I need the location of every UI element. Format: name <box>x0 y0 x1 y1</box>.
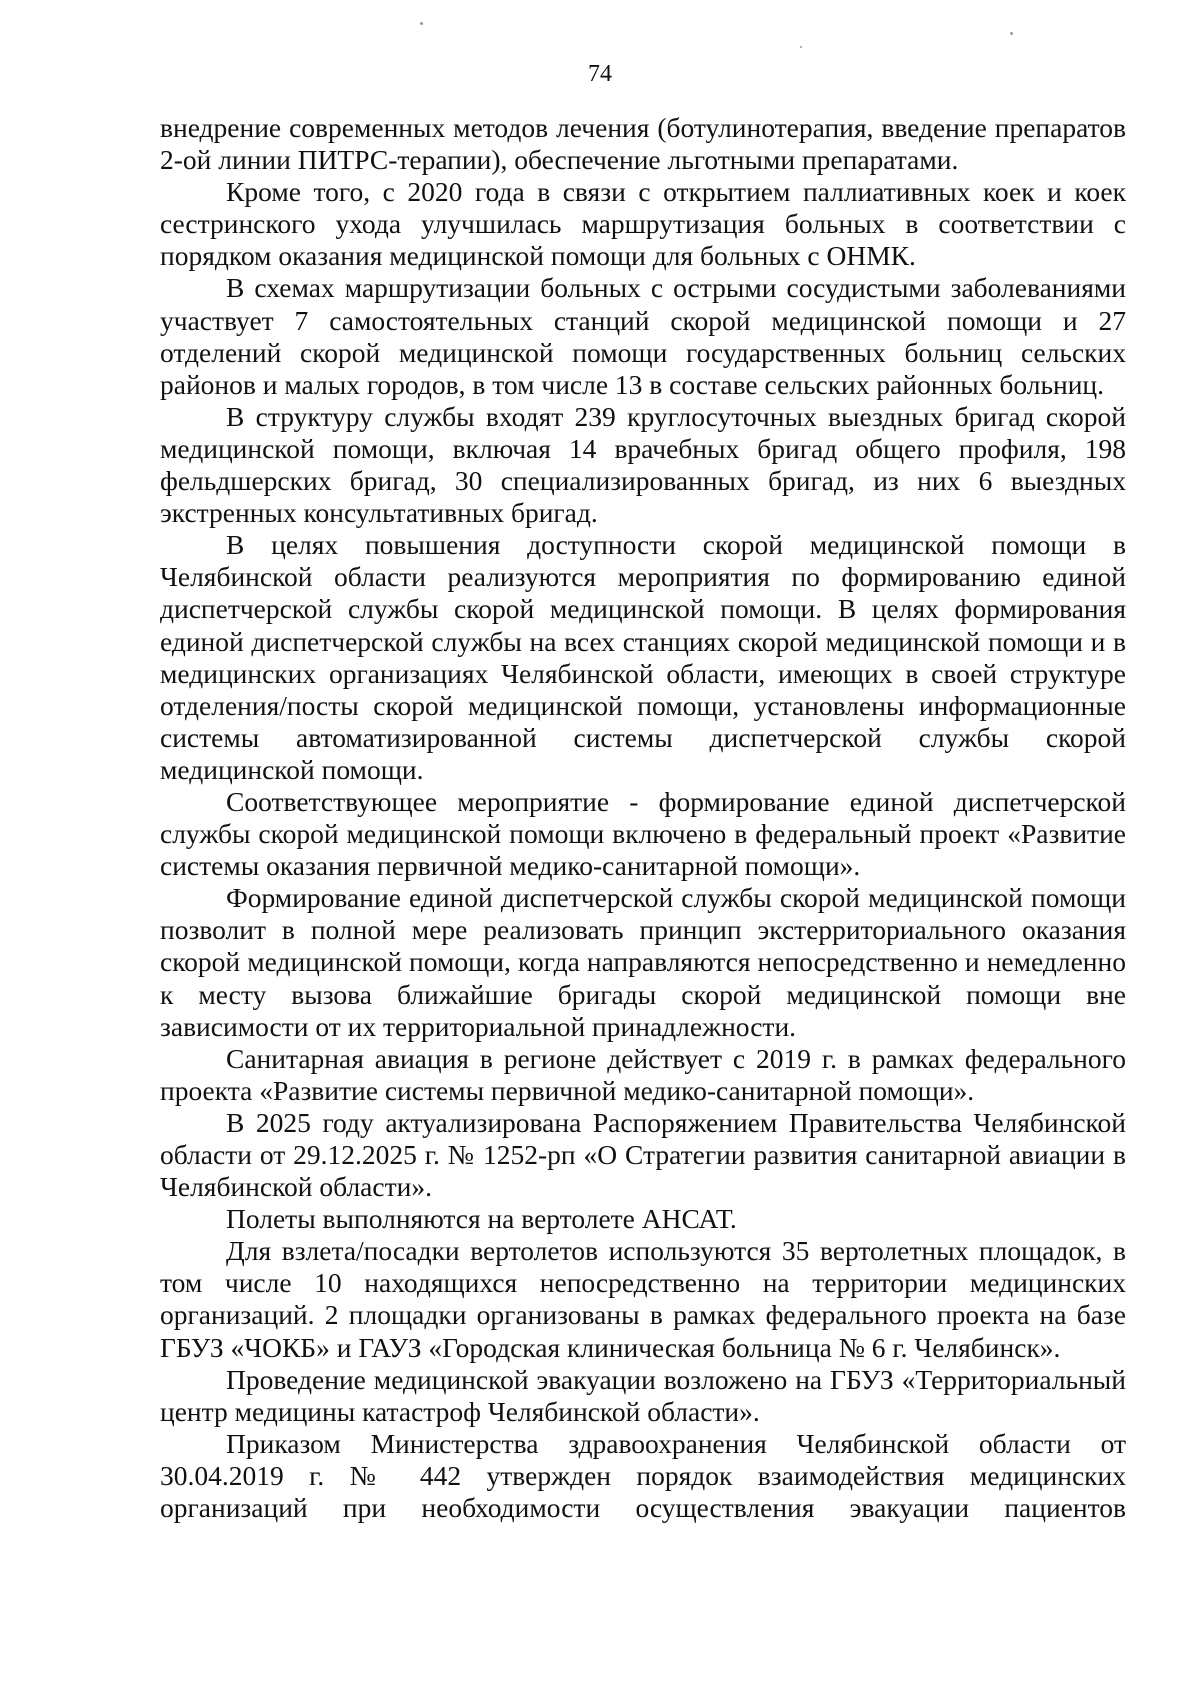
scan-speck <box>1010 32 1013 35</box>
scan-speck <box>420 22 423 25</box>
paragraph: Кроме того, с 2020 года в связи с открытием паллиативных коек и коек сестринского ухода улучшилась маршрутизация больных в соответствии с порядком оказания медицинской помощи для больных с ОНМК. <box>160 176 1126 272</box>
paragraph: Формирование единой диспетчерской службы скорой медицинской помощи позволит в полной мере реализовать принцип экстерриториального оказания скорой медицинской помощи, когда направляются непосредственно и немедленно к месту вызова ближайшие бригады скорой медицинской помощи вне зависимости от их территориальной принадлежности. <box>160 882 1126 1042</box>
paragraph: В 2025 году актуализирована Распоряжением Правительства Челябинской области от 29.12.2025 г. № 1252-рп «О Стратегии развития санитарной авиации в Челябинской области». <box>160 1106 1126 1203</box>
paragraph: В целях повышения доступности скорой медицинской помощи в Челябинской области реализуются мероприятия по формированию единой диспетчерской службы скорой медицинской помощи. В целях формирования единой диспетчерской службы на всех станциях скорой медицинской помощи и в медицинских организациях Челябинской области, имеющих в своей структуре отделения/посты скорой медицинской помощи, установлены информационные системы автоматизированной системы диспетчерской службы скорой медицинской помощи. <box>160 529 1126 785</box>
paragraph: Полеты выполняются на вертолете АНСАТ. <box>226 1203 737 1235</box>
page-number: 74 <box>588 61 612 87</box>
paragraph: Санитарная авиация в регионе действует с 2019 г. в рамках федерального проекта «Развитие системы первичной медико-санитарной помощи». <box>160 1042 1126 1106</box>
document-body <box>160 112 1126 1524</box>
paragraph: Проведение медицинской эвакуации возложено на ГБУЗ «Территориальный центр медицины катастроф Челябинской области». <box>160 1363 1126 1427</box>
paragraph: В структуру службы входят 239 круглосуточных выездных бригад скорой медицинской помощи, включая 14 врачебных бригад общего профиля, 198 фельдшерских бригад, 30 специализированных бригад, из них 6 выездных экстренных консультативных бригад. <box>160 400 1126 529</box>
scan-speck <box>800 46 802 48</box>
paragraph: Соответствующее мероприятие - формирование единой диспетчерской службы скорой медицинской помощи включено в федеральный проект «Развитие системы оказания первичной медико-санитарной помощи». <box>160 785 1126 882</box>
paragraph: Для взлета/посадки вертолетов используются 35 вертолетных площадок, в том числе 10 находящихся непосредственно на территории медицинских организаций. 2 площадки организованы в рамках федерального проекта на базе ГБУЗ «ЧОКБ» и ГАУЗ «Городская клиническая больница № 6 г. Челябинск». <box>160 1235 1126 1363</box>
paragraph: Приказом Министерства здравоохранения Челябинской области от 30.04.2019 г. № 442 утвержден порядок взаимодействия медицинских организаций при необходимости осуществления эвакуации пациентов <box>160 1427 1126 1524</box>
paragraph: внедрение современных методов лечения (ботулинотерапия, введение препаратов 2-ой линии ПИТРС-терапии), обеспечение льготными препаратами. <box>160 112 1126 176</box>
paragraph: В схемах маршрутизации больных с острыми сосудистыми заболеваниями участвует 7 самостоятельных станций скорой медицинской помощи и 27 отделений скорой медицинской помощи государственных больниц сельских районов и малых городов, в том числе 13 в составе сельских районных больниц. <box>160 272 1126 400</box>
